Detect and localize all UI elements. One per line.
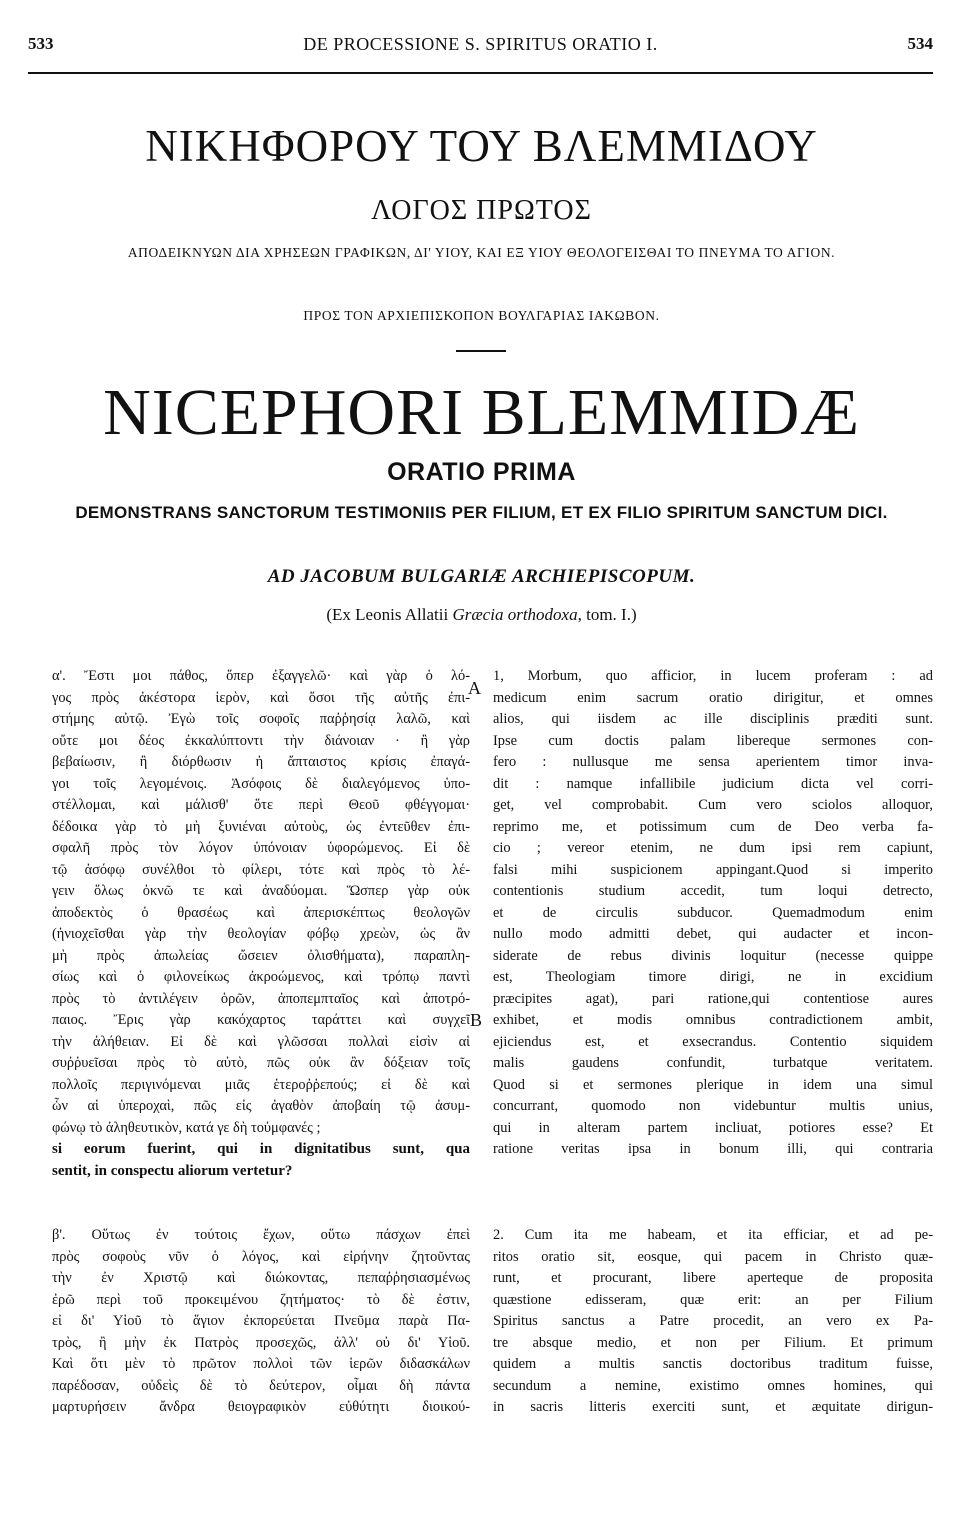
greek-text-line: πρὸς σοφοὺς νῦν ὁ λόγος, καὶ εἰρήνην ζητοῦντας — [52, 1248, 470, 1265]
greek-text-line: παιος. Ἔρις γὰρ κακόχαρτος ταράττει καὶ συγχεῖ — [52, 1012, 470, 1028]
greek-text-line: Καὶ ὅτι μὲν τὸ πρῶτον πολλοὶ τῶν ἱερῶν διδασκάλων — [52, 1356, 470, 1372]
greek-text-line: γειν ὅλως ὀκνῶ τε καὶ ἀναδύομαι. Ὥσπερ γὰρ οὐκ — [52, 883, 470, 899]
greek-description: ΑΠΟΔΕΙΚΝΥΩΝ ΔΙΑ ΧΡΗΣΕΩΝ ΓΡΑΦΙΚΩΝ, ΔΙ' ΥΙΟΥ, ΚΑΙ ΕΞ ΥΙΟΥ ΘΕΟΛΟΓΕΙΣΘΑΙ ΤΟ ΠΝΕΥΜΑ ΤΟ ΑΓΙΟΝ. — [127, 245, 836, 260]
latin-text-line: tre absque medio, et non per Filium. Et primum — [493, 1334, 933, 1351]
latin-column — [493, 666, 933, 1161]
greek-addressee: ΠΡΟΣ ΤΟΝ ΑΡΧΙΕΠΙΣΚΟΠΟΝ ΒΟΥΛΓΑΡΙΑΣ ΙΑΚΩΒΟΝ. — [303, 308, 660, 323]
latin-text-line: ratione veritas ipsa in bonum illi, qui contraria — [493, 1141, 933, 1157]
latin-fullwidth-line: sentit, in conspectu aliorum vertetur? — [52, 1162, 293, 1179]
latin-text-line: fero : nullusque me sensa aperientem timor inva- — [493, 754, 933, 770]
greek-text-line: σίως καὶ ὁ φιλονείκως ἀκροώμενος, καὶ τρόπῳ παντὶ — [52, 969, 470, 985]
greek-text-line: τῷ ἀσόφῳ συνέλθοι τὸ φίλερι, τότε καὶ πρὸς τὸ λέ- — [52, 861, 470, 878]
latin-fullwidth-lines — [52, 1139, 470, 1182]
latin-text-line: ejiciendus est, et exsecrandus. Contentio siquidem — [493, 1033, 933, 1050]
latin-text-line: cio ; vereor etenim, ne dum ipsi rem capiunt, — [493, 840, 933, 856]
source-note — [30, 605, 933, 625]
latin-text-line: Spiritus sanctus a Patre procedit, an vero ex Pa- — [493, 1313, 933, 1329]
greek-text-line: ἀποδεκτὸς ὁ θρασέως καὶ ἀπερισκέπτως θεολογῶν — [52, 904, 470, 921]
header-rule — [28, 72, 933, 74]
latin-column-section-2 — [493, 1225, 933, 1419]
greek-text-line: πολλοῖς περιγινόμεναι μιᾶς ἑτεροῤῥεπούς; εἰ δὲ καὶ — [52, 1076, 470, 1093]
latin-text-line: malis gaudens confundit, turbatque veritatem. — [493, 1055, 933, 1071]
latin-text-line: est, Theologiam timore dirigi, ne in excidium — [493, 969, 933, 985]
latin-text-line: dit : namque infallibile judicium dicta vel corri- — [493, 775, 933, 792]
greek-text-line: (ἡνιοχεῖσθαι γὰρ τὴν θεολογίαν φόβῳ χρεὼν, ὡς ἂν — [52, 926, 470, 942]
latin-text-line: quæstione edisseram, quæ erit: an per Filium — [493, 1291, 933, 1308]
greek-text-line: τρὸς, ἢ μὴν ἐκ Πατρὸς προσεχῶς, ἀλλ' οὐ δι' Υἱοῦ. — [52, 1334, 470, 1351]
section-divider — [456, 350, 506, 352]
source-prefix: (Ex Leonis Allatii — [326, 605, 453, 624]
latin-text-line: ritos oratio sit, eosque, qui pacem in Christo quæ- — [493, 1248, 933, 1265]
greek-text-line: πρὸς τὸ ἀντιλέγειν ὁρῶν, ἀποπεμπταῖος καὶ ἀποτρό- — [52, 990, 470, 1007]
latin-text-line: exhibet, et modis omnibus contradictionem ambit, — [493, 1012, 933, 1028]
latin-text-line: et de circulis subducor. Quemadmodum enim — [493, 904, 933, 921]
margin-marker-a: A — [468, 678, 481, 698]
greek-text-line: δέδοικα γὰρ τὸ μὴ ξυνιέναι αὐτοὺς, ὡς ἐντεῦθεν ἐπι- — [52, 818, 470, 835]
latin-text-line: in sacris litteris exerciti sunt, et æquitate dirigun- — [493, 1399, 933, 1415]
greek-text-line: συῤῥυεῖσαι πρὸς τὸ αὐτὸ, πῶς οὐκ ἂν δόξειαν τοῖς — [52, 1055, 470, 1071]
greek-text-line: παρέδοσαν, οὐδεὶς δὲ τὸ δεύτερον, οἶμαι δὴ πάντα — [52, 1377, 470, 1394]
latin-text-line: reprimo me, et potissimum cum de Deo verba fa- — [493, 818, 933, 835]
greek-logos-heading: ΛΟΓΟΣ ΠΡΩΤΟΣ — [371, 195, 592, 226]
latin-text-line: præcipites agat), pari ratione,qui contentiose aures — [493, 990, 933, 1007]
latin-author-title: NICEPHORI BLEMMIDÆ — [103, 376, 860, 449]
greek-text-line: μὴ πρὸς ἀπωλείας ὤσειεν ὀλισθήματα), παραπλη- — [52, 947, 470, 964]
greek-text-line: οὔτε μοι δέος ἐκκαλύπτοντι τὴν διάνοιαν · ἢ γὰρ — [52, 732, 470, 749]
latin-text-line: Ipse cum doctis palam libereque sermones con- — [493, 732, 933, 749]
latin-text-line: concurrant, quomodo non videbuntur multis unius, — [493, 1098, 933, 1114]
greek-text-line: στέλλομαι, καὶ μάλισθ' ὅτε περὶ Θεοῦ φθέγγομαι· — [52, 797, 470, 813]
latin-text-line: medicum enim sacrum oratio dirigitur, et omnes — [493, 689, 933, 706]
greek-text-line: στήμης αὐτῷ. Ἐγὼ τοῖς σοφοῖς παῤῥησίᾳ λαλῶ, καὶ — [52, 711, 470, 727]
latin-text-line: qui in alteram partem incliuat, potiores esse? Et — [493, 1119, 933, 1136]
latin-text-line: siderate de rebus divinis loquitur (necesse quippe — [493, 947, 933, 964]
latin-text-line: quidem a multis sanctis doctoribus traditum fuisse, — [493, 1356, 933, 1372]
running-title: DE PROCESSIONE S. SPIRITUS ORATIO I. — [303, 34, 658, 54]
greek-text-line: σφαλῆ πρὸς τὸν λόγον ὑπόνοιαν ὑφορώμενος. Εἰ δὲ — [52, 840, 470, 856]
source-suffix: , tom. I.) — [577, 605, 637, 624]
latin-text-line: secundum a nemine, existimo omnes homines, qui — [493, 1377, 933, 1394]
latin-text-line: 1, Morbum, quo afficior, in lucem proferam : ad — [493, 668, 933, 684]
latin-description: DEMONSTRANS SANCTORUM TESTIMONIIS PER FILIUM, ET EX FILIO SPIRITUM SANCTUM DICI. — [75, 503, 888, 522]
greek-text-line: β'. Οὕτως ἐν τούτοις ἔχων, οὕτω πάσχων ἐπεὶ — [52, 1227, 470, 1243]
greek-text-line: γοι τοῖς λεγομένοις. Ἀσόφοις δὲ διαλεγόμενος ὑπο- — [52, 775, 470, 792]
greek-text-line: ἐρῶ περὶ τοῦ προκειμένου ζητήματος· τὸ δὲ ἐστιν, — [52, 1291, 470, 1308]
latin-text-line: nullo modo admitti debet, qui audacter et incon- — [493, 926, 933, 942]
latin-fullwidth-line: si eorum fuerint, qui in dignitatibus sunt, qua — [52, 1141, 470, 1157]
latin-text-line: runt, et procurant, libere aperteque de proposita — [493, 1270, 933, 1286]
greek-text-line: τὴν ἐν Χριστῷ καὶ διώκοντας, πεπαῤῥησιασμένως — [52, 1270, 470, 1286]
greek-author-title: ΝΙΚΗΦΟΡΟΥ ΤΟΥ ΒΛΕΜΜΙΔΟΥ — [145, 121, 818, 171]
margin-marker-b: B — [470, 1010, 483, 1030]
greek-column — [52, 666, 470, 1139]
greek-text-line: εἰ δι' Υἱοῦ τὸ ἅγιον ἐκπορεύεται Πνεῦμα παρὰ Πα- — [52, 1313, 470, 1329]
greek-text-line: γος πρὸς ἀκέστορα ἱερὸν, καὶ ὅσοι τῆς αὐτῆς ἐπι- — [52, 689, 470, 706]
latin-text-line: alios, qui iisdem ac ille disciplinis præditi sunt. — [493, 711, 933, 727]
latin-text-line: contentionis studium accedit, tum loqui detrecto, — [493, 883, 933, 899]
running-head — [28, 34, 933, 58]
greek-text-line: βεβαίωσιν, ἢ διόρθωσιν ἡ ἄπταιστος κρίσις ἐπαγά- — [52, 754, 470, 770]
greek-text-line: μαρτυρήσειν ἄνδρα θειογραφικὸν εὐθύτητι διοικού- — [52, 1399, 470, 1415]
latin-addressee: AD JACOBUM BULGARIÆ ARCHIEPISCOPUM. — [267, 566, 696, 587]
latin-text-line: Quod si et sermones plerique in idem una simul — [493, 1076, 933, 1093]
latin-text-line: get, vel comprobabit. Cum vero sciolos alloquor, — [493, 797, 933, 813]
latin-oratio-heading: ORATIO PRIMA — [387, 458, 576, 486]
greek-text-line: α'. Ἔστι μοι πάθος, ὅπερ ἐξαγγελῶ· καὶ γὰρ ὁ λό- — [52, 668, 470, 684]
greek-text-line: τὴν ἀλήθειαν. Εἰ δὲ καὶ γλῶσσαι πολλαὶ εἰσὶν αἱ — [52, 1033, 470, 1050]
latin-text-line: 2. Cum ita me habeam, et ita efficiar, et ad pe- — [493, 1227, 933, 1243]
right-page-number: 534 — [907, 34, 933, 53]
latin-text-line: falsi mihi suspicionem appingant.Quod si imperito — [493, 861, 933, 878]
source-work: Græcia orthodoxa — [452, 605, 578, 624]
greek-column-section-2 — [52, 1225, 470, 1419]
left-page-number: 533 — [28, 34, 54, 53]
greek-text-line: ὧν αἱ ὑπεροχαὶ, πῶς εἰς ἀγαθὸν ἀποβαίη τῷ ἀσυμ- — [52, 1098, 470, 1114]
greek-text-line: φώνῳ τὸ ἀληθευτικὸν, κατά γε δὴ τοὐμφανές ; — [52, 1119, 321, 1136]
